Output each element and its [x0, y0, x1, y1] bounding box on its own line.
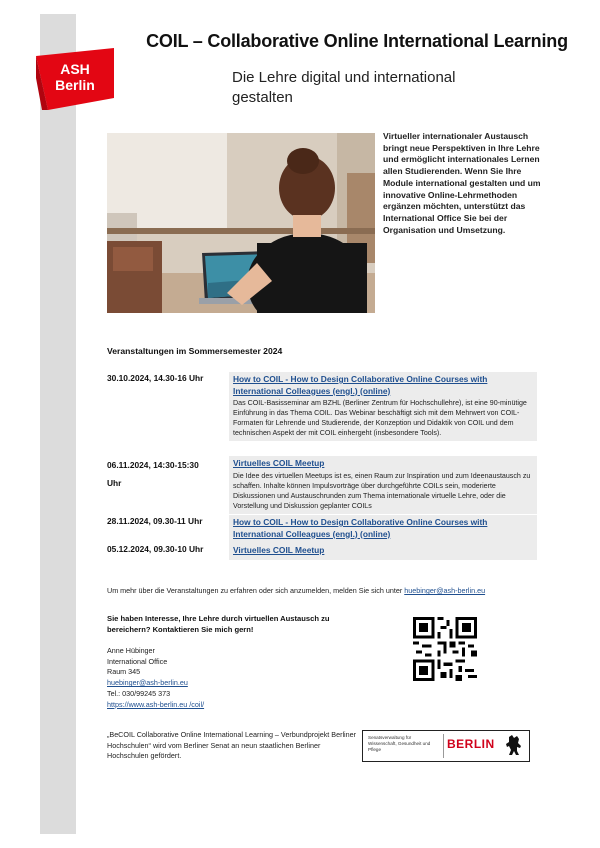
event-description: Das COIL-Basisseminar am BZHL (Berliner Zentrum für Hochschullehre), ist eine 90-minütige Einführung in das Thema COIL. Das Webinar beschäftigt sich mit dem Mehrwert von COIL-Formaten für Lehrende und Studierende, der Konzeption und Didaktik von COIL und dem technischen Aspekt der mit COIL einhergeht (insbesondere Tools).: [233, 399, 527, 437]
logo-line-1: ASH: [60, 61, 90, 77]
event-date: 30.10.2024, 14.30-16 Uhr: [107, 373, 204, 383]
page-subtitle: Die Lehre digital und international gestalten: [232, 69, 456, 106]
event-box: [229, 515, 537, 543]
ash-berlin-logo: [36, 48, 114, 110]
contact-email-link[interactable]: huebinger@ash-berlin.eu: [107, 678, 188, 688]
berlin-wordmark: BERLIN: [447, 737, 495, 751]
event-box: [229, 543, 537, 560]
call-to-action: Sie haben Interesse, Ihre Lehre durch virtuellen Austausch zu bereichern? Kontaktieren Sie mich gern!: [107, 614, 330, 634]
event-box: [229, 372, 537, 441]
logo-line-2: Berlin: [55, 77, 95, 93]
photo-woman-laptop: [107, 133, 375, 313]
event-date: 28.11.2024, 09.30-11 Uhr: [107, 516, 203, 526]
senate-berlin-logo: [362, 730, 530, 762]
logo-divider: [443, 734, 444, 758]
more-info-text: Um mehr über die Veranstaltungen zu erfahren oder sich anzumelden, melden Sie sich unter: [107, 586, 405, 595]
event-date: 06.11.2024, 14:30-15:30 Uhr: [107, 460, 199, 488]
intro-text: Virtueller internationaler Austausch bringt neue Perspektiven in Ihre Lehre und ermöglicht internationales Lernen allen Studierenden. Wenn Sie Ihre Module international gestalten und um innovative Online-Lehrmethoden ergänzen möchten, unterstützt das International Office Sie bei der Organisation und Umsetzung.: [383, 131, 541, 235]
event-title-link[interactable]: How to COIL - How to Design Collaborative Online Courses with International Colleagues (engl.) (online): [233, 374, 488, 396]
contact-block: [107, 646, 204, 710]
contact-name: Anne Hübinger: [107, 646, 155, 655]
events-heading: Veranstaltungen im Sommersemester 2024: [107, 346, 283, 356]
funding-note: „BeCOIL Collaborative Online International Learning – Verbundprojekt Berliner Hochschulen“ wird vom Berliner Senat an neun staatlichen Berliner Hochschulen gefördert.: [107, 730, 357, 760]
more-info-line: [107, 586, 547, 595]
event-title-link[interactable]: Virtuelles COIL Meetup: [233, 545, 325, 555]
contact-phone: Tel.: 030/99245 373: [107, 688, 171, 698]
event-description: Die Idee des virtuellen Meetups ist es, einen Raum zur Inspiration und zum Ideenaustausch zu schaffen. Inhalte können Impulsvorträge über durchgeführte COILs sein, moderierte Diskussionen und Austauschrunden zum Thema internationale virtuelle Lehre, oder die Vorstellung und Diskussion geplanter COILs: [233, 471, 531, 510]
qr-code-icon[interactable]: [413, 617, 477, 681]
event-title-link[interactable]: Virtuelles COIL Meetup: [233, 458, 325, 468]
event-title-link[interactable]: How to COIL - How to Design Collaborative Online Courses with International Colleagues (engl.) (online): [233, 517, 488, 539]
event-date: 05.12.2024, 09.30-10 Uhr: [107, 544, 204, 554]
contact-room: Raum 345: [107, 667, 141, 677]
more-info-email-link[interactable]: huebinger@ash-berlin.eu: [404, 586, 486, 595]
berlin-bear-icon: [503, 734, 525, 758]
page-title: COIL – Collaborative Online International Learning: [146, 31, 568, 51]
event-box: [229, 456, 537, 514]
contact-office: International Office: [107, 656, 168, 666]
gray-sidebar: [40, 14, 76, 834]
contact-url-link[interactable]: https://www.ash-berlin.eu /coil/: [107, 699, 205, 709]
senate-department-text: Senatsverwaltung für Wissenschaft, Gesundheit und Pflege: [368, 735, 431, 752]
